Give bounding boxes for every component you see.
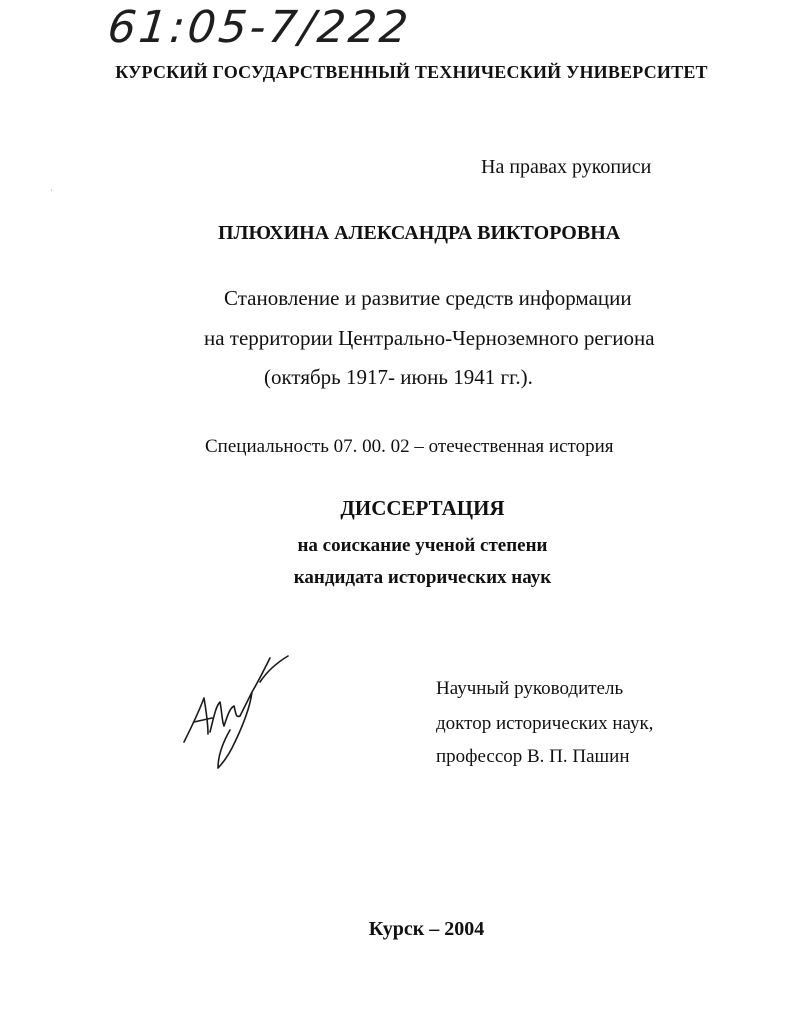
supervisor-degree: доктор исторических наук, — [436, 713, 654, 734]
city-year: Курск – 2004 — [368, 918, 485, 940]
document-type-heading: ДИССЕРТАЦИЯ — [340, 496, 505, 520]
supervisor-name: профессор В. П. Пашин — [436, 746, 630, 767]
dissertation-title-line-3: (октябрь 1917- июнь 1941 гг.). — [264, 365, 533, 389]
degree-line-1: на соискание ученой степени — [297, 535, 548, 556]
archive-code-handwritten: 61:05-7/222 — [105, 2, 414, 53]
specialty-line: Специальность 07. 00. 02 – отечественная история — [205, 436, 614, 457]
scan-speck: · — [50, 186, 53, 195]
dissertation-title-line-2: на территории Центрально-Черноземного региона — [204, 326, 655, 350]
degree-line-2: кандидата исторических наук — [293, 567, 552, 588]
author-name: ПЛЮХИНА АЛЕКСАНДРА ВИКТОРОВНА — [218, 222, 621, 244]
handwritten-signature-icon — [178, 652, 298, 772]
dissertation-title-line-1: Становление и развитие средств информации — [224, 286, 632, 310]
supervisor-label: Научный руководитель — [436, 678, 624, 699]
university-name: КУРСКИЙ ГОСУДАРСТВЕННЫЙ ТЕХНИЧЕСКИЙ УНИВЕРСИТЕТ — [115, 62, 708, 82]
manuscript-rights-note: На правах рукописи — [481, 156, 652, 178]
